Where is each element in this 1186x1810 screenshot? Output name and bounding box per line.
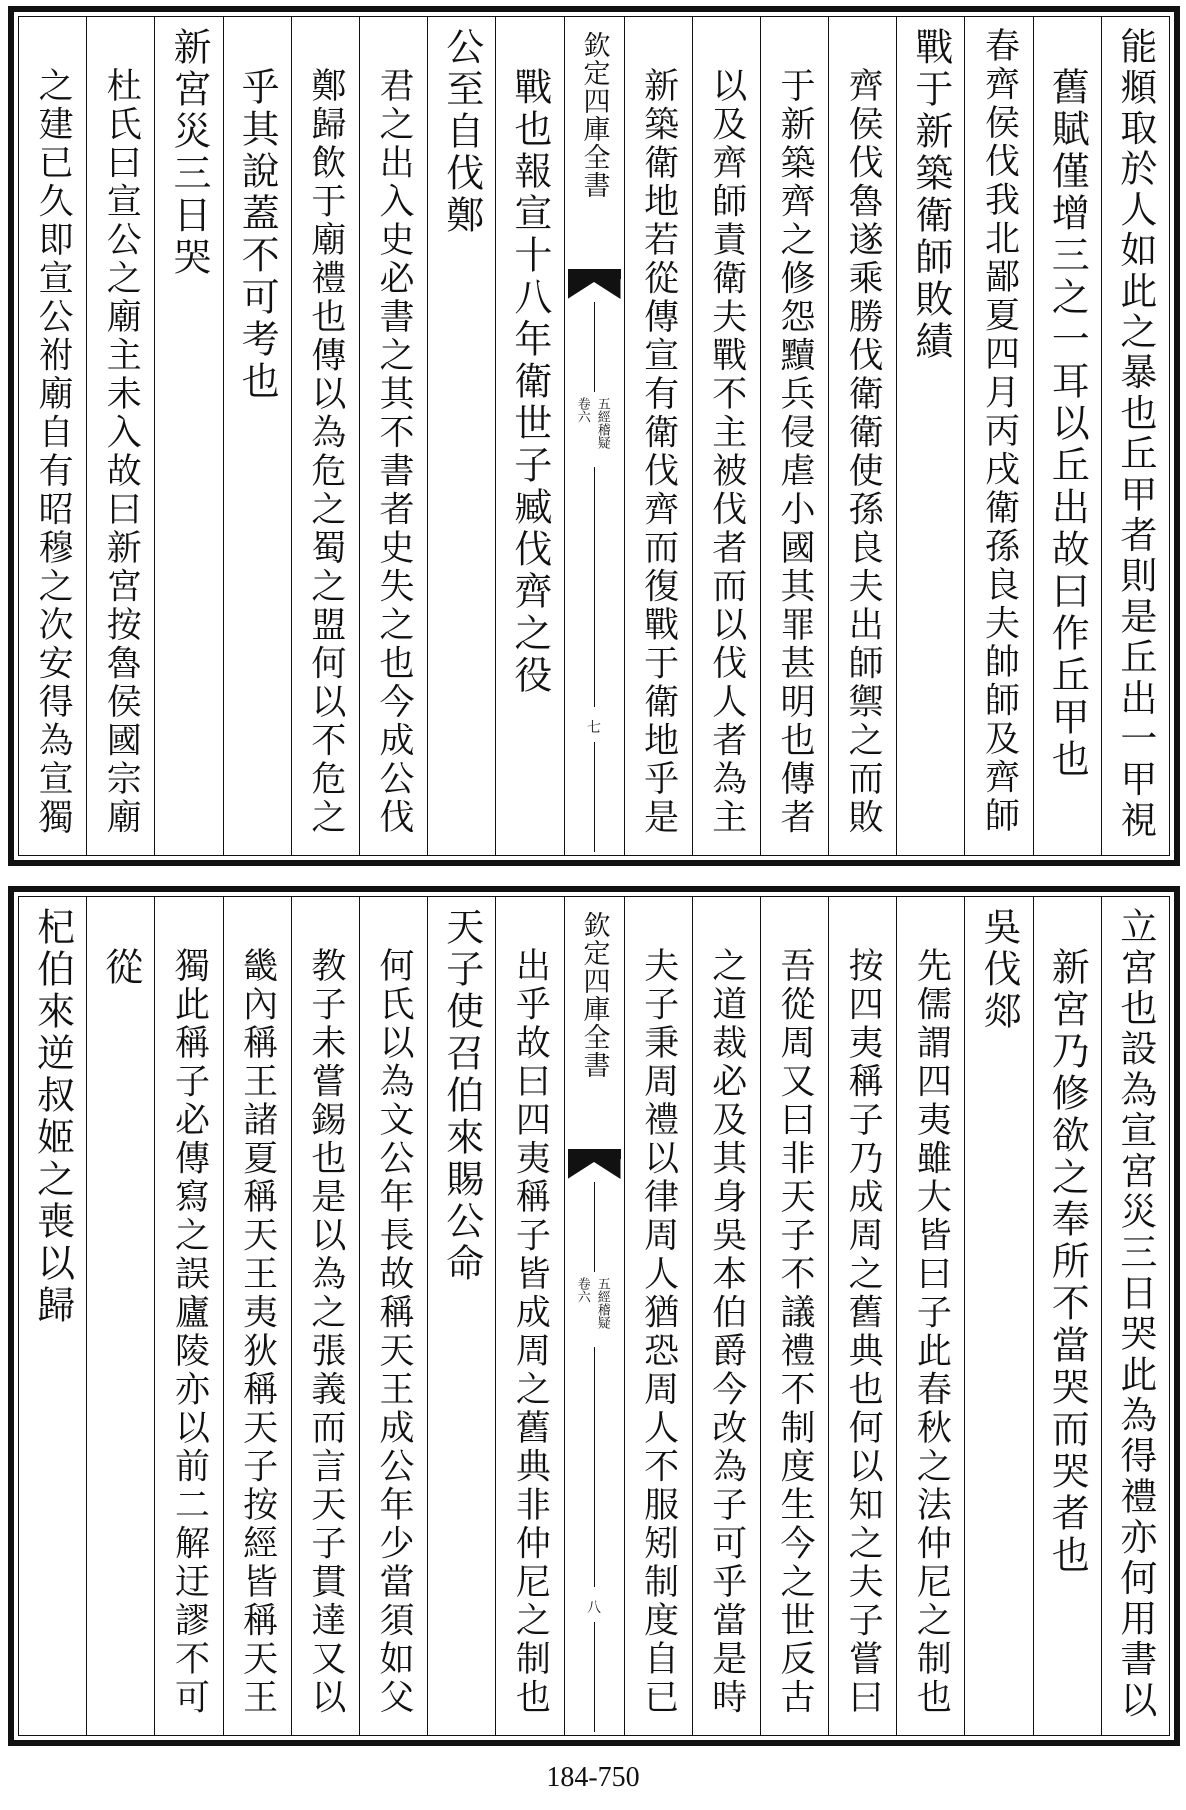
collection-title: 欽定四庫全書: [578, 31, 610, 199]
text-column: [828, 17, 896, 855]
text-column: [1101, 897, 1169, 1735]
text-column: [359, 897, 427, 1735]
text-column: [692, 897, 760, 1735]
center-rule: [594, 1347, 595, 1587]
column-text: 能頫取於人如此之暴也丘甲者則是丘出一甲視: [1113, 27, 1157, 841]
text-column: [359, 17, 427, 855]
text-column: [964, 897, 1032, 1735]
bottom-page-columns: [18, 896, 1170, 1736]
collection-title: 欽定四庫全書: [578, 911, 610, 1079]
text-column: [291, 897, 359, 1735]
column-text: 公至自伐鄭: [439, 27, 484, 237]
text-column: [692, 17, 760, 855]
text-column: [223, 897, 291, 1735]
column-text: 出乎故曰四夷稱子皆成周之舊典非仲尼之制也: [510, 947, 551, 1717]
center-rule: [594, 742, 595, 852]
column-text: 按四夷稱子乃成周之舊典也何以知之夫子嘗曰: [843, 947, 884, 1717]
volume-label: 卷六: [574, 397, 590, 423]
column-text: 先儒謂四夷雖大皆曰子此春秋之法仲尼之制也: [911, 947, 952, 1717]
column-text: 從: [98, 947, 143, 989]
column-text: 新宮災三日哭: [166, 27, 211, 279]
column-text: 齊侯伐魯遂乘勝伐衛衛使孫良夫出師禦之而敗: [843, 67, 884, 837]
text-column: [223, 17, 291, 855]
column-text: 于新築齊之修怨黷兵侵虐小國其罪甚明也傳者: [774, 67, 815, 837]
text-column: [1033, 17, 1101, 855]
column-text: 吳伐郯: [977, 907, 1022, 1033]
column-text: 之建已久即宣公祔廟自有昭穆之次安得為宣獨: [33, 67, 74, 837]
volume-label: 卷六: [574, 1277, 590, 1303]
text-column: [291, 17, 359, 855]
text-column: [896, 17, 964, 855]
column-text: 吾從周又曰非天子不議禮不制度生今之世反古: [774, 947, 815, 1717]
page-reference: 184-750: [546, 1762, 640, 1793]
text-column: [19, 17, 86, 855]
column-text: 天子使召伯來賜公命: [439, 907, 484, 1285]
center-rule: [594, 467, 595, 707]
column-text: 以及齊師責衛夫戰不主被伐者而以伐人者為主: [706, 67, 747, 837]
column-text: 立宮也設為宣宮災三日哭此為得禮亦何用書以: [1113, 907, 1157, 1721]
text-column: [896, 897, 964, 1735]
text-column: [624, 897, 692, 1735]
text-column: [495, 897, 563, 1735]
center-gutter: [564, 17, 624, 855]
center-rule: [594, 302, 595, 392]
column-text: 新宮乃修欲之奉所不當哭而哭者也: [1045, 947, 1090, 1577]
top-page-columns: [18, 16, 1170, 856]
text-column: [760, 897, 828, 1735]
page-number: 七: [587, 720, 601, 736]
text-column: [154, 897, 222, 1735]
column-text: 舊賦僅增三之一耳以丘出故曰作丘甲也: [1045, 67, 1090, 781]
column-text: 教子未嘗錫也是以為之張義而言天子貫達又以: [305, 947, 346, 1717]
center-rule: [594, 1182, 595, 1272]
text-column: [427, 17, 495, 855]
text-column: [86, 897, 154, 1735]
top-page-panel: [8, 6, 1180, 866]
fish-tail-mark-icon: [568, 269, 621, 299]
text-column: [495, 17, 563, 855]
column-text: 君之出入史必書之其不書者史失之也今成公伐: [374, 67, 415, 837]
book-name: 五經稽疑: [594, 397, 610, 449]
text-column: [86, 17, 154, 855]
text-column: [760, 17, 828, 855]
text-column: [964, 17, 1032, 855]
column-text: 戰也報宣十八年衛世子臧伐齊之役: [507, 67, 552, 697]
column-text: 乎其說蓋不可考也: [235, 67, 280, 403]
column-text: 畿內稱王諸夏稱天王夷狄稱天子按經皆稱天王: [237, 947, 278, 1717]
column-text: 春齊侯伐我北鄙夏四月丙戌衛孫良夫帥師及齊師: [979, 27, 1020, 836]
column-text: 杜氏曰宣公之廟主未入故曰新宮按魯侯國宗廟: [101, 67, 142, 837]
fish-tail-mark-icon: [568, 1149, 621, 1179]
column-text: 戰于新築衛師敗績: [908, 27, 953, 363]
column-text: 鄭歸飲于廟禮也傳以為危之蜀之盟何以不危之: [305, 67, 346, 837]
bottom-page-panel: [8, 886, 1180, 1746]
column-text: 杞伯來逆叔姬之喪以歸: [30, 907, 75, 1327]
book-name: 五經稽疑: [594, 1277, 610, 1329]
text-column: [1101, 17, 1169, 855]
column-text: 何氏以為文公年長故稱天王成公年少當須如父: [374, 947, 415, 1717]
column-text: 獨此稱子必傳寫之誤廬陵亦以前二解迂謬不可: [169, 947, 210, 1717]
center-gutter: [564, 897, 624, 1735]
column-text: 夫子秉周禮以律周人猶恐周人不服矧制度自已: [638, 947, 679, 1717]
column-text: 新築衛地若從傳宣有衛伐齊而復戰于衛地乎是: [638, 67, 679, 837]
center-rule: [594, 1622, 595, 1732]
page-number: 八: [587, 1600, 601, 1616]
text-column: [828, 897, 896, 1735]
text-column: [1033, 897, 1101, 1735]
text-column: [19, 897, 86, 1735]
text-column: [154, 17, 222, 855]
column-text: 之道裁必及其身吳本伯爵今改為子可乎當是時: [706, 947, 747, 1717]
text-column: [624, 17, 692, 855]
text-column: [427, 897, 495, 1735]
